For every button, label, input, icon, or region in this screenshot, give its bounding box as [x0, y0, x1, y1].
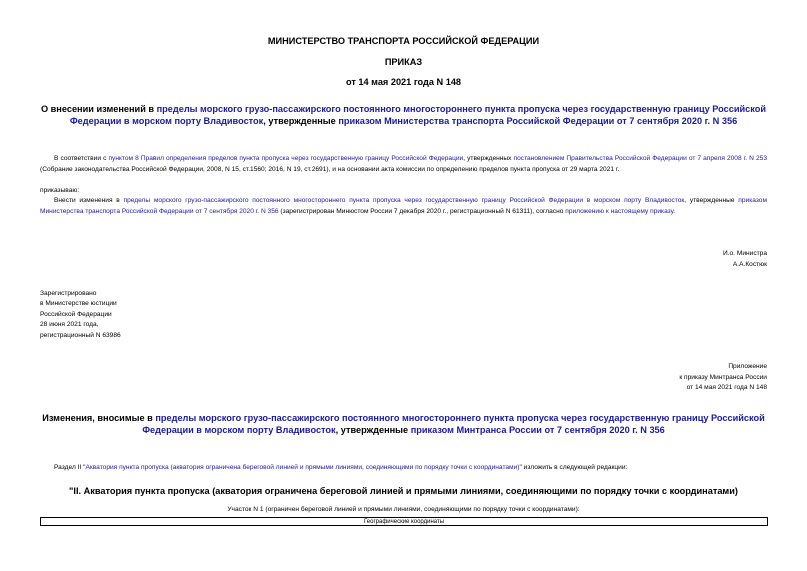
title-middle: , утвержденные: [263, 116, 339, 126]
registration-line-1: Зарегистрировано: [40, 290, 97, 297]
section-intro-link[interactable]: Акватория пункта пропуска (акватория ограничена береговой линией и прямыми линиями, соединяющими по порядку точки с координатами): [85, 464, 520, 471]
appendix-line-1: Приложение: [728, 363, 767, 370]
paragraph-order: [40, 196, 767, 217]
title-link-limits[interactable]: пределы морского грузо-пассажирского постоянного многостороннего пункта пропуска через государственную границу Российской Федерации в морском порту Владивосток: [69, 104, 767, 126]
appendix-line-2: к приказу Минтранса России: [679, 373, 767, 381]
appendix-block: [679, 362, 767, 394]
coordinates-table: [40, 517, 768, 526]
ministry-heading: МИНИСТЕРСТВО ТРАНСПОРТА РОССИЙСКОЙ ФЕДЕРАЦИИ: [267, 36, 540, 46]
section-heading: "II. Акватория пункта пропуска (акватория ограничена береговой линией и прямыми линиями, соединяющими по порядку точки с координатами): [69, 486, 738, 496]
registration-block: [40, 289, 121, 341]
para2-text-4: .: [673, 207, 676, 215]
table-header-coordinates: Географические координаты: [363, 519, 445, 525]
para2-text-2: , утвержденные: [684, 197, 739, 204]
changes-title-link-limits[interactable]: пределы морского грузо-пассажирского постоянного многостороннего пункта пропуска через государственную границу Российской Федерации в морском порту Владивосток: [142, 413, 765, 435]
order-word: приказываю:: [40, 187, 80, 194]
signature-name: А.А.Костюк: [732, 260, 767, 268]
section-intro: [40, 463, 767, 474]
para2-text-3: (зарегистрирован Минюстом России 7 декабря 2020 г., регистрационный N 61311), согласно: [278, 207, 566, 215]
registration-line-3: Российской Федерации: [40, 310, 112, 318]
doc-date-number: от 14 мая 2021 года N 148: [345, 77, 462, 87]
para2-link-limits[interactable]: пределы морского грузо-пассажирского постоянного многостороннего пункта пропуска через государственную границу Российской Федерации в морском порту Владивосток: [123, 197, 685, 204]
signature-block: [723, 249, 767, 270]
appendix-line-3: от 14 мая 2021 года N 148: [686, 384, 767, 391]
para1-link-rules[interactable]: пунктом 8 Правил определения пределов пункта пропуска через государственную границу Российской Федерации: [108, 155, 464, 162]
changes-title-middle: , утвержденные: [335, 425, 411, 435]
order-title: [40, 103, 767, 127]
changes-title-prefix: Изменения, вносимые в: [42, 413, 156, 423]
para1-text-2: , утвержденных: [463, 155, 514, 162]
title-prefix: О внесении изменений в: [40, 104, 157, 114]
registration-line-2: в Министерстве юстиции: [40, 300, 117, 308]
registration-line-4: 28 июня 2021 года,: [40, 321, 99, 329]
changes-title-link-order[interactable]: приказом Минтранса России от 7 сентября 2020 г. N 356: [410, 425, 665, 435]
registration-line-5: регистрационный N 63986: [40, 331, 121, 339]
title-link-order[interactable]: приказом Министерства транспорта Российской Федерации от 7 сентября 2020 г. N 356: [338, 116, 738, 126]
para1-text-1: В соответствии с: [54, 155, 109, 162]
section-intro-text-1: Раздел II ": [54, 464, 86, 471]
plot-caption: Участок N 1 (ограничен береговой линией и прямыми линиями, соединяющими по порядку точки с координатами):: [227, 506, 580, 513]
para2-text-1: Внести изменения в: [54, 197, 124, 204]
para2-link-order[interactable]: приказом Министерства транспорта Российской Федерации от 7 сентября 2020 г. N 356: [40, 197, 767, 215]
doc-type-heading: ПРИКАЗ: [384, 57, 423, 67]
para2-link-appendix[interactable]: приложению к настоящему приказу: [565, 207, 674, 215]
section-intro-text-2: " изложить в следующей редакции:: [519, 464, 628, 471]
signature-position: И.о. Министра: [722, 250, 767, 257]
para1-link-resolution[interactable]: постановлением Правительства Российской Федерации от 7 апреля 2008 г. N 253: [513, 155, 767, 162]
para1-text-3: (Собрание законодательства Российской Федерации, 2008, N 15, ст.1560; 2016, N 19, ст.2691), и на основании акта комиссии по определению пределов пункта пропуска от 29 марта 2021 г.: [40, 165, 620, 173]
changes-title: [40, 412, 767, 436]
paragraph-basis: [40, 154, 767, 175]
